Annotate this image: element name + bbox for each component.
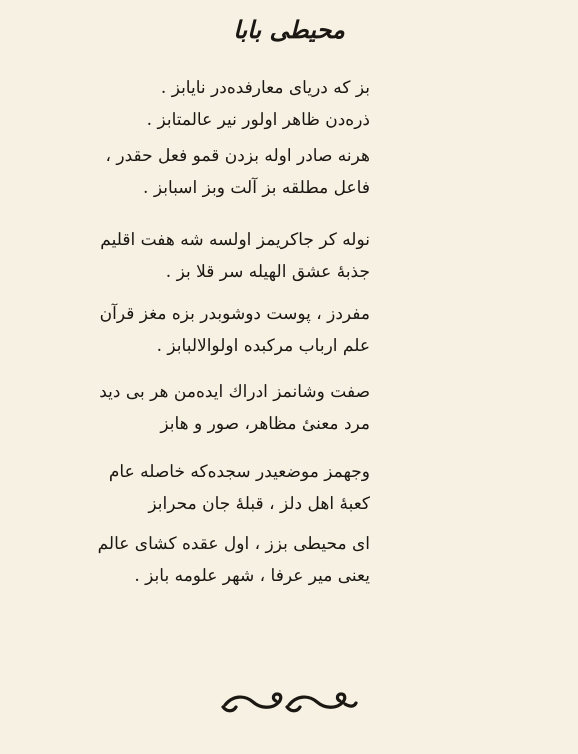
verse-line: ای محیطی بزز ، اول عقده کشای عالم xyxy=(97,534,370,554)
stanza-3 xyxy=(100,224,370,288)
verse-line: کعبهٔ اهل دلز ، قبلهٔ جان محرابز xyxy=(148,494,370,514)
verse-line: هرنه صادر اوله بزدن قمو فعل حقدر ، xyxy=(105,146,370,166)
verse-line: یعنی میر عرفا ، شهر علومه بابز . xyxy=(134,566,370,586)
verse-line: جذبهٔ عشق الهیله سر قلا بز . xyxy=(165,262,370,282)
verse-line: نوله کر جاکریمز اولسه شه هفت اقلیم xyxy=(100,230,370,250)
verse-line: بز که دریای معارفده‌در نایابز . xyxy=(160,78,370,98)
scroll-flourish-ornament-icon xyxy=(219,690,359,716)
stanza-2 xyxy=(105,140,370,204)
stanza-4 xyxy=(99,298,370,362)
verse-line: علم ارباب مرکبده اولوالالبابز . xyxy=(156,336,370,356)
poem-title: محیطی بابا xyxy=(233,15,345,44)
stanza-6 xyxy=(108,456,370,520)
verse-line: صفت وشانمز ادراك ایده‌من هر بی دید xyxy=(99,382,370,402)
verse-line: وجهمز موضعیدر سجده‌که خاصله عام xyxy=(108,462,370,482)
verse-line: مفردز ، پوست دوشوبدر بزه مغز قرآن xyxy=(99,304,370,324)
verse-line: ذره‌دن ظاهر اولور نیر عالمتابز . xyxy=(146,110,370,130)
verse-line: فاعل مطلقه بز آلت وبز اسبابز . xyxy=(143,178,370,198)
verse-line: مرد معنیٔ مظاهر، صور و هابز xyxy=(160,414,370,434)
stanza-1 xyxy=(146,72,370,136)
stanza-5 xyxy=(99,376,370,440)
stanza-7 xyxy=(97,528,370,592)
